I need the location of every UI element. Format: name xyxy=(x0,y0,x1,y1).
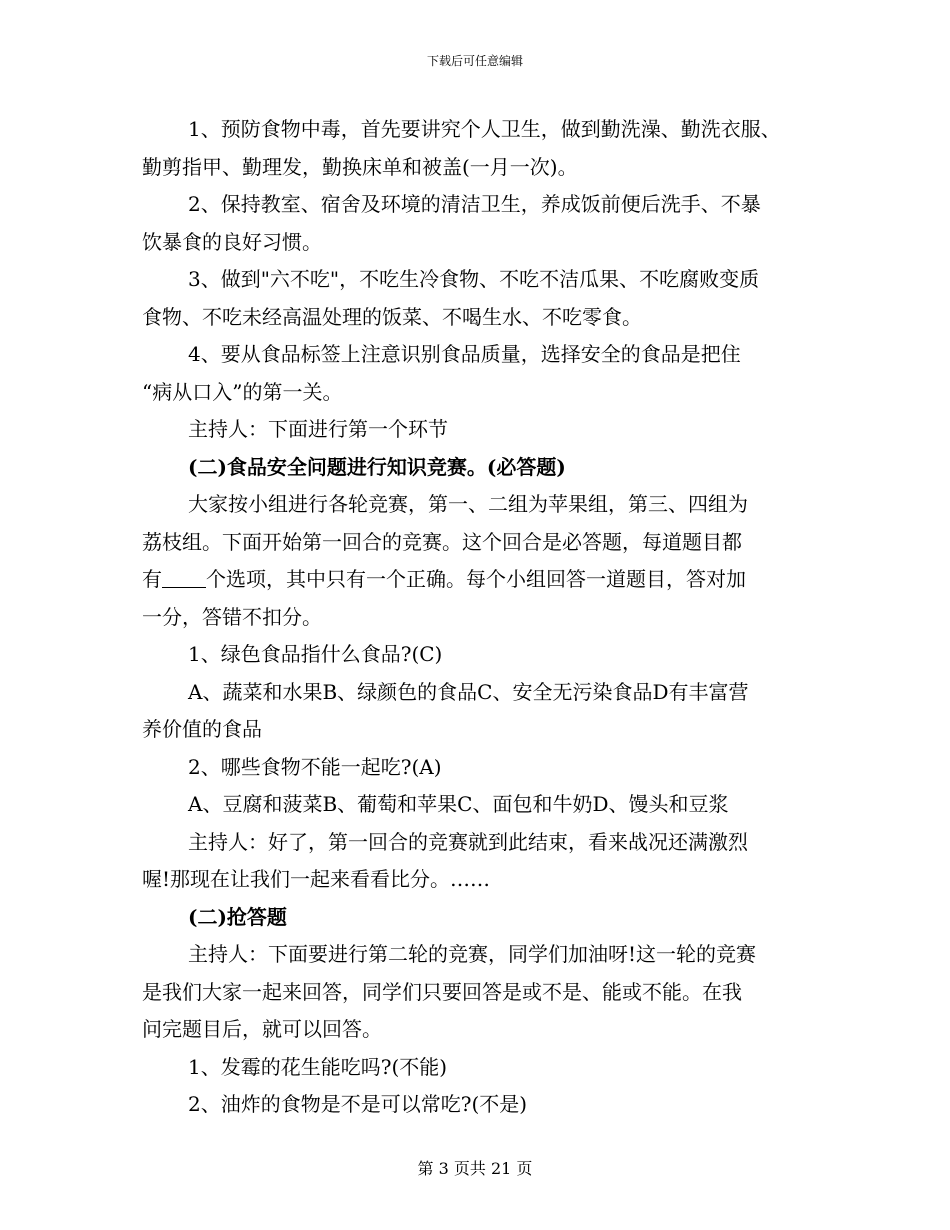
paragraph-line: 食物、不吃未经高温处理的饭菜、不喝生水、不吃零食。 xyxy=(142,304,642,329)
options-line: A、蔬菜和水果B、绿颜色的食品C、安全无污染食品D有丰富营 xyxy=(188,679,749,704)
blank-after-text: 个选项，其中只有一个正确。每个小组回答一道题目，答对加 xyxy=(206,567,746,591)
paragraph-line: 勤剪指甲、勤理发，勤换床单和被盖(一月一次)。 xyxy=(142,154,578,179)
question-line: 1、绿色食品指什么食品?(C) xyxy=(188,642,443,666)
question-line: 1、发霉的花生能吃吗?(不能) xyxy=(188,1054,448,1079)
page-footer: 第 3 页共 21 页 xyxy=(417,1159,533,1178)
document-body xyxy=(142,111,812,1124)
question-line: 2、油炸的食物是不是可以常吃?(不是) xyxy=(188,1092,528,1116)
question-line: 2、哪些食物不能一起吃?(A) xyxy=(188,754,442,779)
page-header: 下载后可任意编辑 xyxy=(426,54,523,68)
paragraph-line: 大家按小组进行各轮竞赛，第一、二组为苹果组，第三、四组为 xyxy=(188,492,748,516)
paragraph-line: 问完题目后，就可以回答。 xyxy=(142,1017,382,1041)
fill-in-blank xyxy=(162,569,206,588)
paragraph-line: 荔枝组。下面开始第一回合的竞赛。这个回合是必答题，每道题目都 xyxy=(142,529,742,554)
paragraph-line-with-blank xyxy=(142,561,812,599)
blank-before-text: 有 xyxy=(142,567,162,591)
paragraph-line: 3、做到"六不吃"，不吃生冷食物、不吃不洁瓜果、不吃腐败变质 xyxy=(188,267,760,291)
paragraph-line: 主持人：下面进行第一个环节 xyxy=(188,417,448,441)
section-heading: (二)抢答题 xyxy=(188,904,287,929)
paragraph-line: 是我们大家一起来回答，同学们只要回答是或不是、能或不能。在我 xyxy=(142,979,742,1004)
paragraph-line: 4、要从食品标签上注意识别食品质量，选择安全的食品是把住 xyxy=(188,342,741,366)
paragraph-line: 1、预防食物中毒，首先要讲究个人卫生，做到勤洗澡、勤洗衣服、 xyxy=(188,117,781,141)
section-heading: (二)食品安全问题进行知识竞赛。(必答题) xyxy=(188,454,566,479)
paragraph-line: 一分，答错不扣分。 xyxy=(142,604,322,629)
paragraph-line: 主持人：好了，第一回合的竞赛就到此结束，看来战况还满激烈 xyxy=(188,829,748,854)
paragraph-line: 2、保持教室、宿舍及环境的清洁卫生，养成饭前便后洗手、不暴 xyxy=(188,192,761,216)
paragraph-line: “病从口入”的第一关。 xyxy=(142,379,343,404)
paragraph-line: 饮暴食的良好习惯。 xyxy=(142,229,322,254)
paragraph-line: 主持人：下面要进行第二轮的竞赛，同学们加油呀!这一轮的竞赛 xyxy=(188,942,757,966)
paragraph-line: 喔!那现在让我们一起来看看比分。…… xyxy=(142,867,491,891)
options-line: 养价值的食品 xyxy=(142,717,262,741)
options-line: A、豆腐和菠菜B、葡萄和苹果C、面包和牛奶D、馒头和豆浆 xyxy=(188,792,729,816)
